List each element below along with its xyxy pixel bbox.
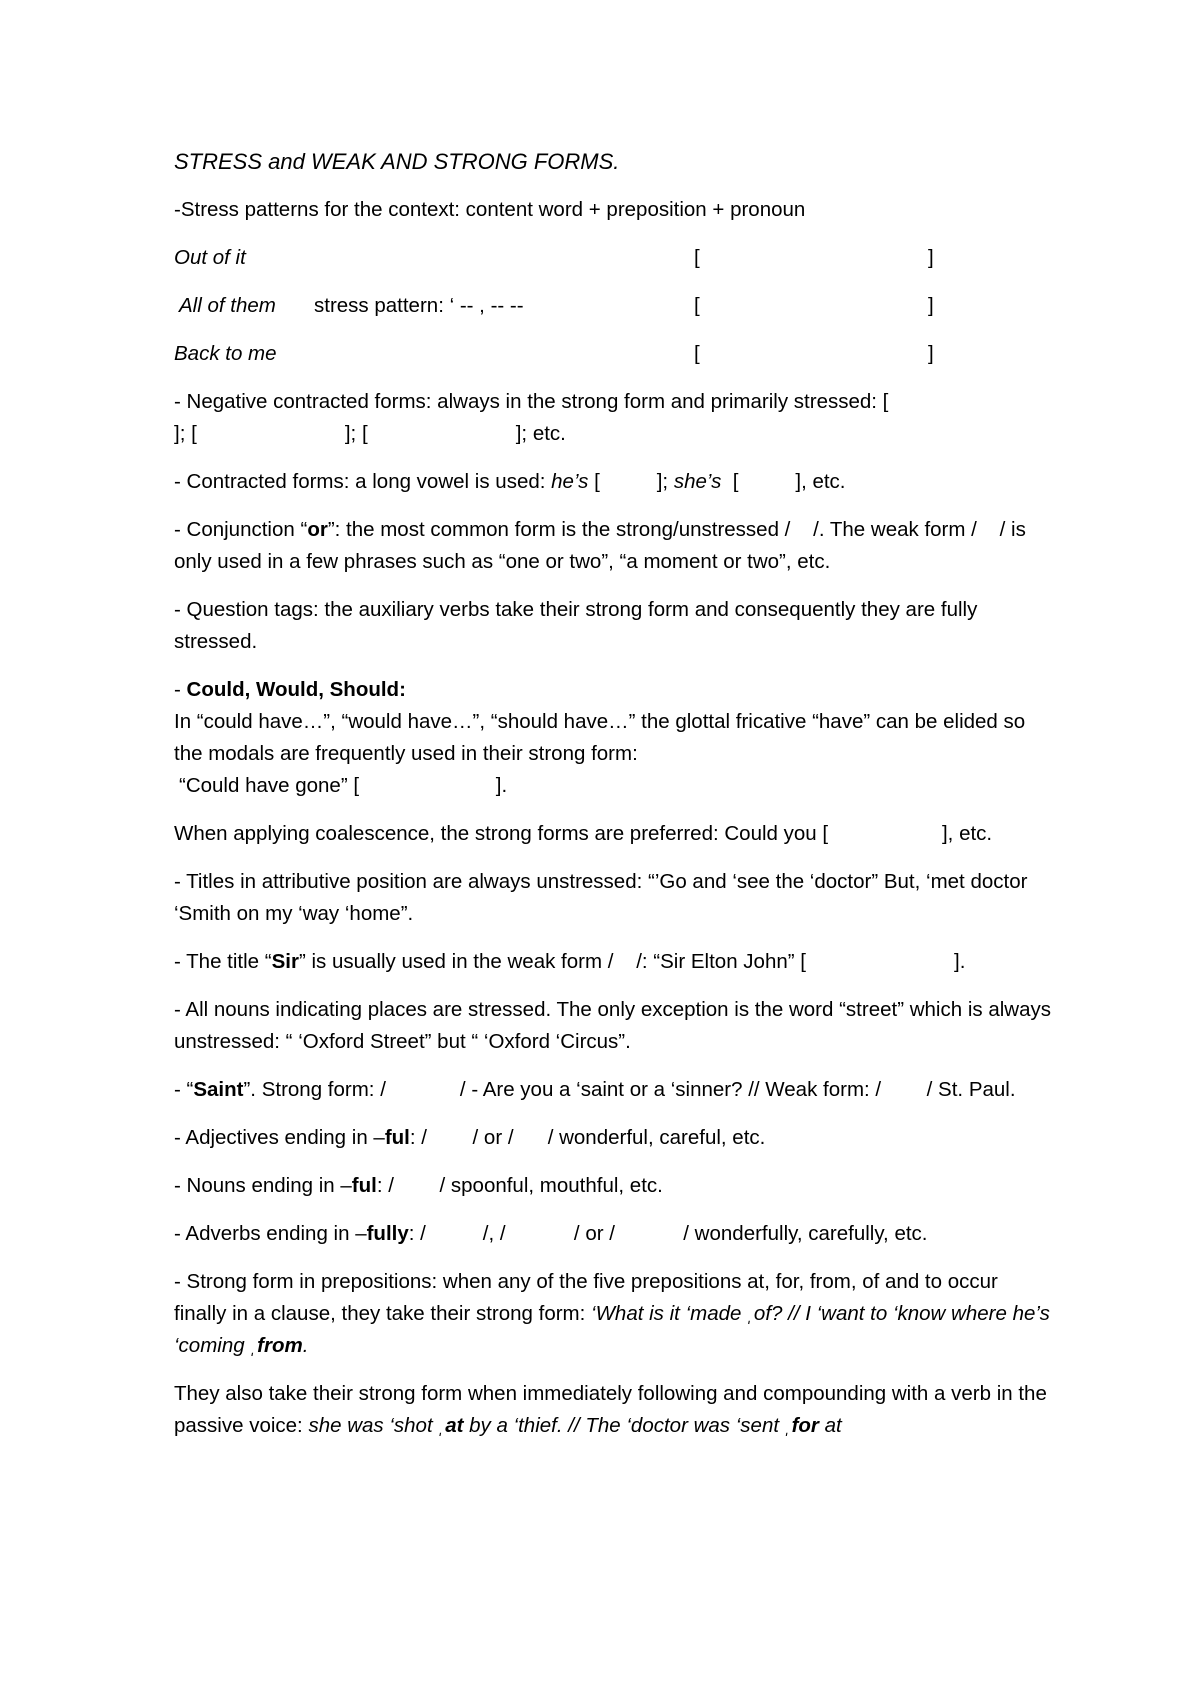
nouns-paragraph xyxy=(174,1170,1054,1202)
passive-example-a: she was ‘shot ˌ xyxy=(308,1414,446,1437)
titles-paragraph: - Titles in attributive position are always unstressed: “’Go and ‘see the ‘doctor” But, ‘met doctor ‘Smith on my ‘way ‘home”. xyxy=(174,870,1028,925)
prepositions-example-b: ? // I ‘want to ‘know where he’s ‘coming ˌ xyxy=(174,1302,1050,1357)
contracted-text: - Contracted forms: a long vowel is used: xyxy=(174,470,552,493)
negative-line-2: ]; [ ]; [ ]; etc. xyxy=(174,422,566,445)
example-label: Out of it xyxy=(174,246,246,269)
sir-pre: - The title “ xyxy=(174,950,272,973)
saint-keyword: Saint xyxy=(193,1078,244,1101)
nouns-suffix: ful xyxy=(351,1174,377,1197)
sir-paragraph xyxy=(174,946,1054,978)
nouns-post: : / / spoonful, mouthful, etc. xyxy=(376,1174,663,1197)
contracted-forms-paragraph xyxy=(174,466,1054,498)
example-row xyxy=(174,242,1054,274)
passive-example-for: for xyxy=(791,1414,819,1437)
adjectives-post: : / / or / / wonderful, careful, etc. xyxy=(409,1126,766,1149)
bracket-close: ] xyxy=(928,246,934,269)
bracket-open: [ xyxy=(694,294,700,317)
sir-keyword: Sir xyxy=(271,950,299,973)
page-title: STRESS and WEAK AND STRONG FORMS. xyxy=(174,149,620,174)
question-tags-paragraph: - Question tags: the auxiliary verbs take their strong form and consequently they are fully stressed. xyxy=(174,598,978,653)
contracted-end: [ ], etc. xyxy=(721,470,846,493)
passive-text: They also take their strong form when immediately following and compounding with a verb in the passive voice: xyxy=(174,1382,1047,1437)
saint-post: ”. Strong form: / / - Are you a ‘saint or a ‘sinner? // Weak form: / / St. Paul. xyxy=(243,1078,1016,1101)
coalescence-paragraph: When applying coalescence, the strong forms are preferred: Could you [ ], etc. xyxy=(174,822,993,845)
prepositions-paragraph xyxy=(174,1266,1054,1362)
intro-paragraph: -Stress patterns for the context: content word + preposition + pronoun xyxy=(174,198,806,221)
bracket-close: ] xyxy=(928,342,934,365)
modals-dash: - xyxy=(174,678,187,701)
saint-pre: - “ xyxy=(174,1078,194,1101)
example-row xyxy=(174,290,1054,322)
saint-paragraph xyxy=(174,1074,1054,1106)
passive-example-at: at xyxy=(445,1414,464,1437)
conjunction-post: ”: the most common form is the strong/unstressed / /. The weak form / / is only used in a few phrases such as “one or two”, “a moment or two”, etc. xyxy=(174,518,1032,573)
prepositions-example-a: ‘What is it ‘made ˌof xyxy=(591,1302,772,1325)
contracted-mid: [ ]; xyxy=(588,470,674,493)
adjectives-paragraph xyxy=(174,1122,1054,1154)
modals-body: In “could have…”, “would have…”, “should have…” the glottal fricative “have” can be elided so the modals are frequently used in their strong form: xyxy=(174,710,1026,765)
modals-heading: Could, Would, Should: xyxy=(186,678,406,701)
passive-example-c: by a ‘thief. // The ‘doctor was ‘sent ˌ xyxy=(463,1414,792,1437)
conjunction-or-paragraph xyxy=(174,514,1054,578)
adverbs-pre: - Adverbs ending in – xyxy=(174,1222,367,1245)
negative-contractions-paragraph xyxy=(174,386,1054,450)
places-paragraph: - All nouns indicating places are stressed. The only exception is the word “street” which is always unstressed: “ ‘Oxford Street” but “ ‘Oxford ‘Circus”. xyxy=(174,998,1051,1053)
prepositions-example-from: from xyxy=(257,1334,303,1357)
conjunction-pre: - Conjunction “ xyxy=(174,518,308,541)
conjunction-keyword: or xyxy=(307,518,328,541)
document-body xyxy=(174,146,1054,1458)
nouns-pre: - Nouns ending in – xyxy=(174,1174,352,1197)
passive-example-end: at xyxy=(818,1414,842,1437)
prepositions-example-end: . xyxy=(302,1334,309,1357)
modals-example: “Could have gone” [ ]. xyxy=(179,774,508,797)
example-label: All of them xyxy=(179,294,276,317)
adjectives-pre: - Adjectives ending in – xyxy=(174,1126,385,1149)
adverbs-suffix: fully xyxy=(366,1222,409,1245)
example-label: Back to me xyxy=(174,342,277,365)
adverbs-post: : / /, / / or / / wonderfully, carefully, etc. xyxy=(408,1222,928,1245)
contracted-example-shes: she’s xyxy=(673,470,722,493)
adjectives-suffix: ful xyxy=(384,1126,410,1149)
passive-paragraph xyxy=(174,1378,1054,1442)
adverbs-paragraph xyxy=(174,1218,1054,1250)
negative-line-1: - Negative contracted forms: always in the strong form and primarily stressed: [ xyxy=(174,390,889,413)
bracket-open: [ xyxy=(694,342,700,365)
bracket-close: ] xyxy=(928,294,934,317)
contracted-example-hes: he’s xyxy=(551,470,589,493)
example-pattern: stress pattern: ‘ -- , -- -- xyxy=(314,294,524,317)
modals-paragraph xyxy=(174,674,1054,802)
prepositions-text: - Strong form in prepositions: when any of the five prepositions at, for, from, of and to occur finally in a clause, they take their strong form: xyxy=(174,1270,998,1325)
example-row xyxy=(174,338,1054,370)
bracket-open: [ xyxy=(694,246,700,269)
sir-post: ” is usually used in the weak form / /: “Sir Elton John” [ ]. xyxy=(298,950,966,973)
